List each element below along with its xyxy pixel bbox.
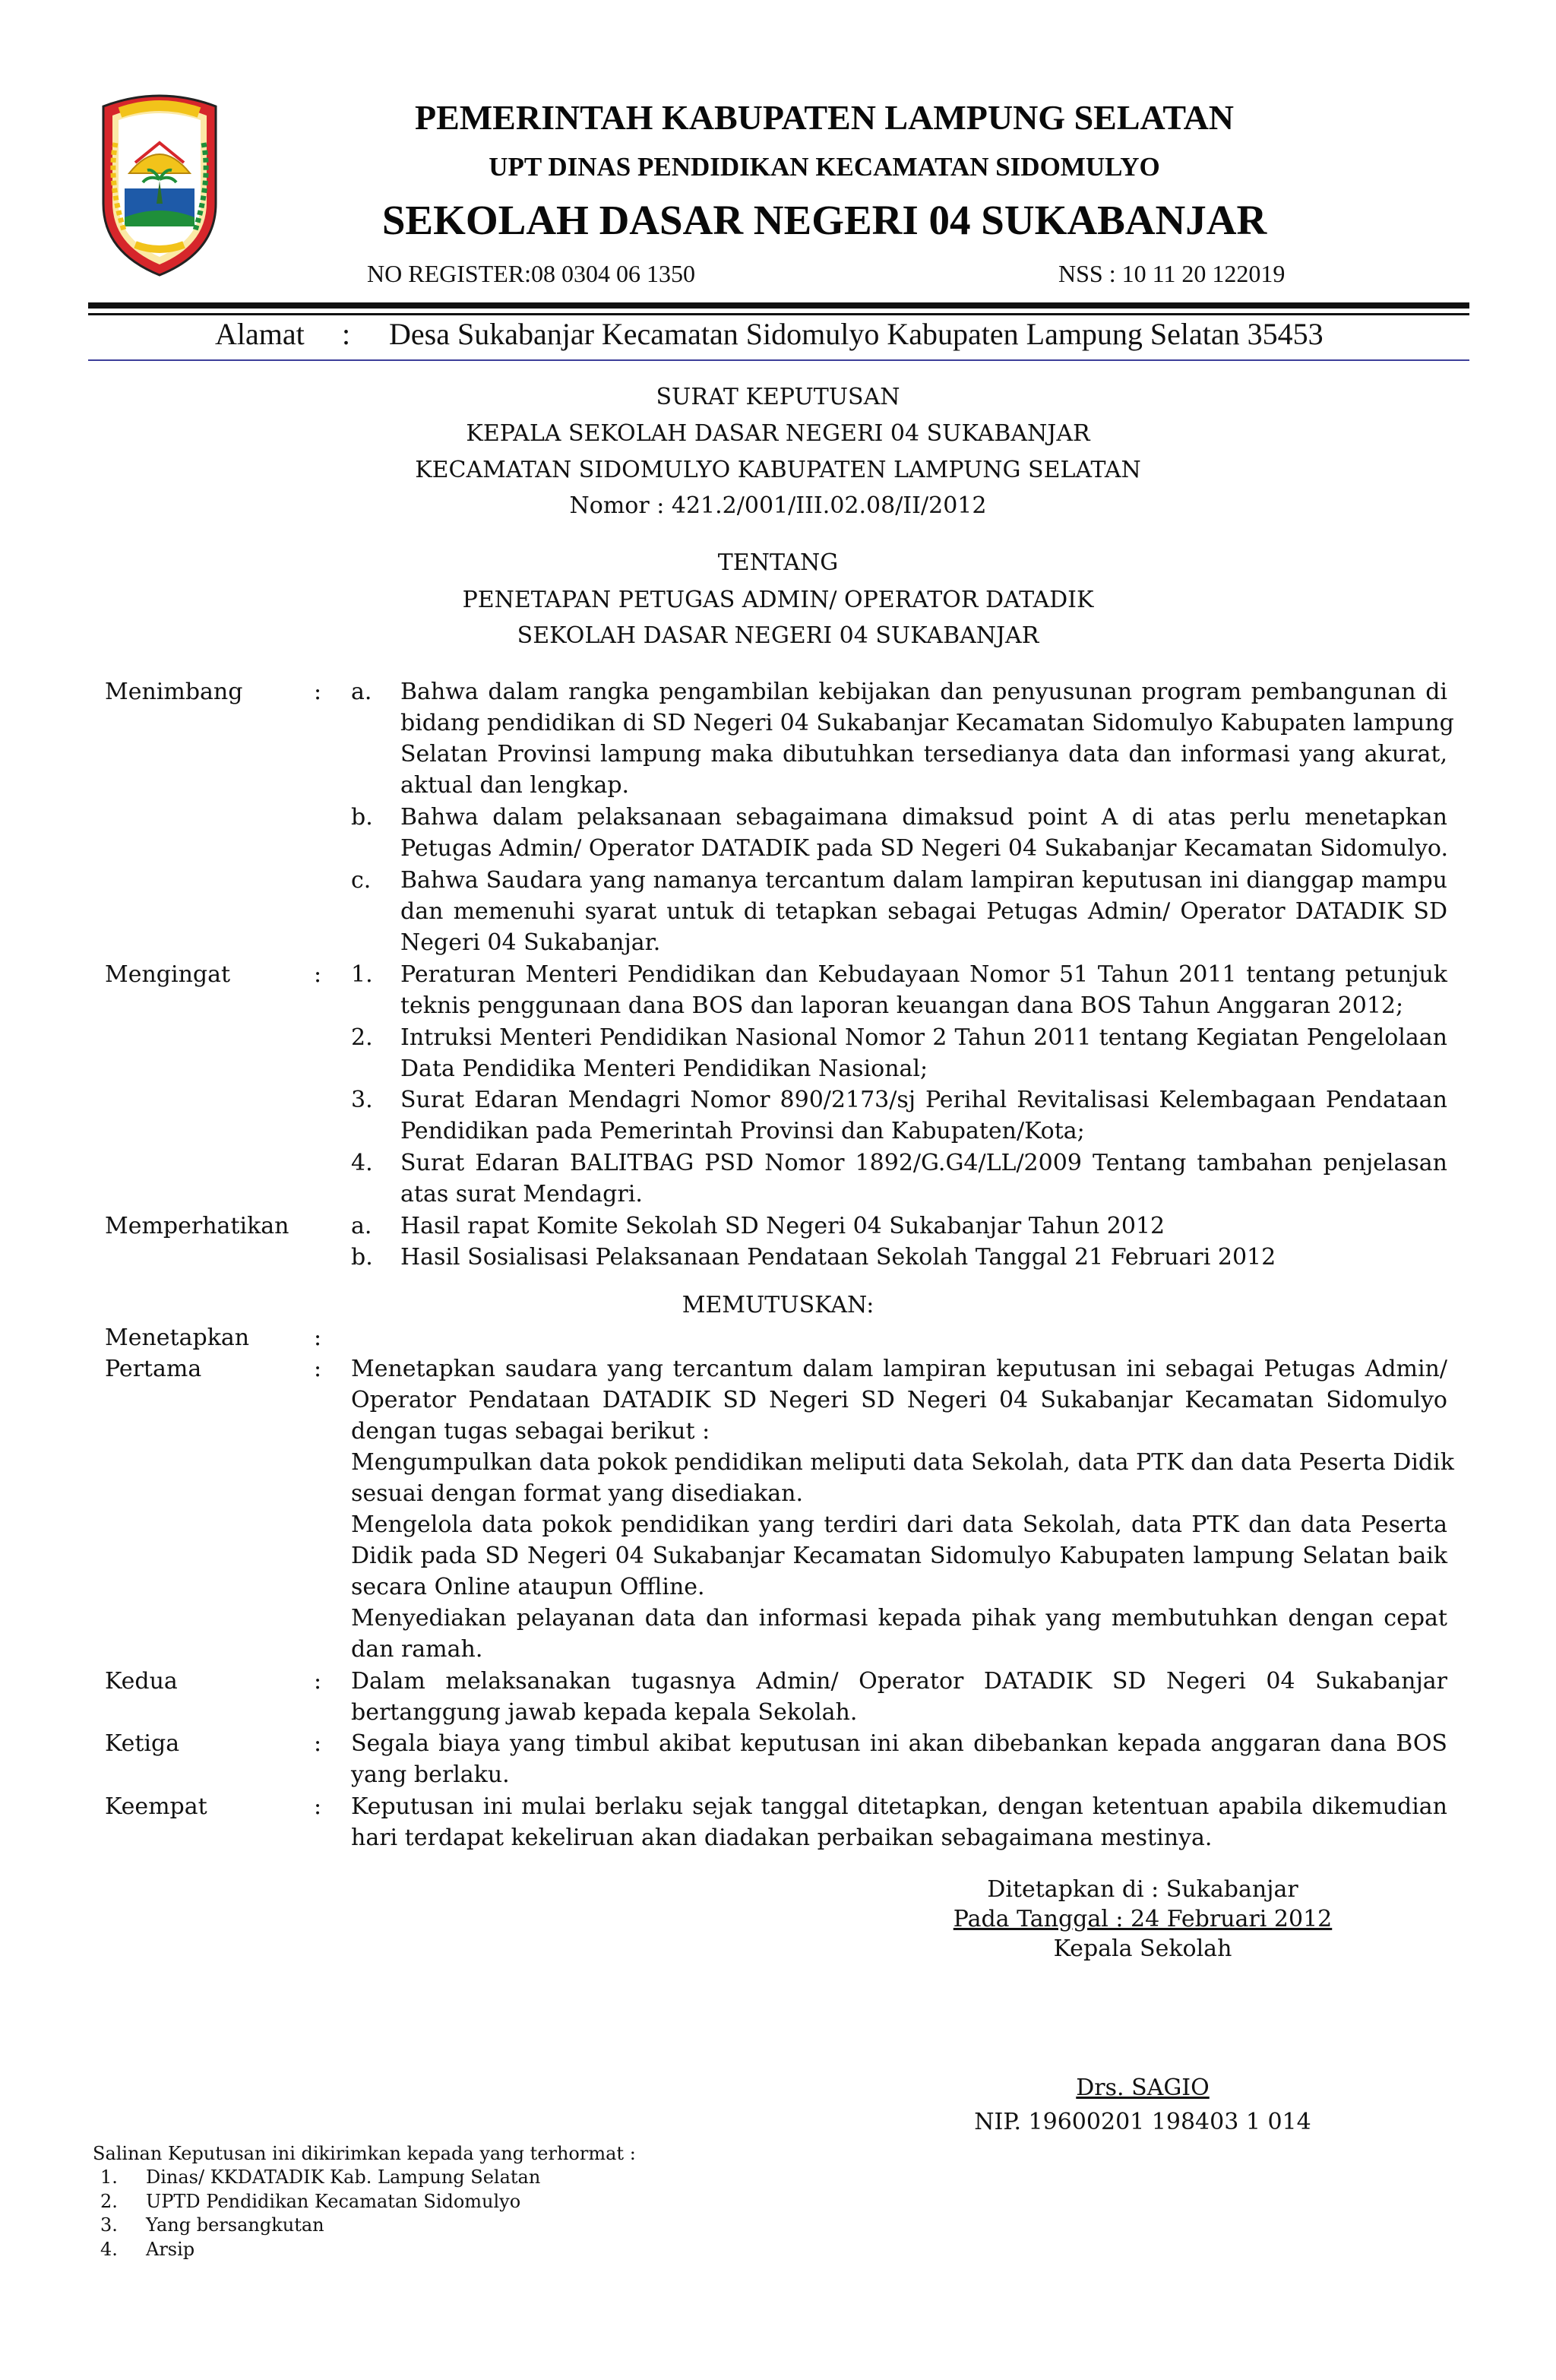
menimbang-item-c: Bahwa Saudara yang namanya tercantum dalam lampiran keputusan ini dianggap mampu dan memenuhi syarat untuk di tetapkan sebagai Petugas Admin/ Operator DATADIK SD Negeri 04 Sukabanjar.	[400, 867, 1447, 956]
letterhead-agency: UPT DINAS PENDIDIKAN KECAMATAN SIDOMULYO	[489, 152, 1160, 182]
section-label-keempat: Keempat	[105, 1793, 207, 1820]
section-label-memperhatikan: Memperhatikan	[105, 1213, 289, 1239]
section-colon: :	[314, 961, 322, 988]
copies-item-number: 3.	[100, 2214, 118, 2236]
section-colon: :	[314, 1356, 322, 1382]
memperhatikan-item-b: Hasil Sosialisasi Pelaksanaan Pendataan Sekolah Tanggal 21 Februari 2012	[400, 1244, 1276, 1271]
letterhead-rule-thin	[88, 313, 1469, 315]
copies-item-number: 4.	[100, 2239, 118, 2260]
section-colon: :	[314, 1668, 322, 1695]
copies-item: Arsip	[146, 2239, 195, 2260]
signature-date: Pada Tanggal : 24 Februari 2012	[953, 1906, 1333, 1932]
regency-crest-icon	[90, 90, 229, 278]
letterhead-government: PEMERINTAH KABUPATEN LAMPUNG SELATAN	[414, 98, 1235, 137]
nss-number: NSS : 10 11 20 122019	[1058, 260, 1286, 287]
ketiga-text: Segala biaya yang timbul akibat keputusan ini akan dibebankan kepada anggaran dana BOS yang berlaku.	[351, 1730, 1447, 1788]
menimbang-item-a: Bahwa dalam rangka pengambilan kebijakan dan penyusunan program pembangunan di bidang pendidikan di SD Negeri 04 Sukabanjar Kecamatan Sidomulyo Kabupaten lampung Selatan Provinsi lampung maka dibutuhkan tersedianya data dan informasi yang akurat, aktual dan lengkap.	[400, 679, 1454, 799]
section-colon: :	[314, 1325, 322, 1351]
keempat-text: Keputusan ini mulai berlaku sejak tanggal ditetapkan, dengan ketentuan apabila dikemudian hari terdapat kekeliruan akan diadakan perbaikan sebagaimana mestinya.	[351, 1793, 1447, 1851]
mengingat-item-2: Intruksi Menteri Pendidikan Nasional Nomor 2 Tahun 2011 tentang Kegiatan Pengelolaan Data Pendidika Menteri Pendidikan Nasional;	[400, 1024, 1447, 1082]
decree-issuer: KEPALA SEKOLAH DASAR NEGERI 04 SUKABANJAR	[466, 420, 1090, 447]
copies-item-number: 2.	[100, 2191, 118, 2212]
mengingat-item-3: Surat Edaran Mendagri Nomor 890/2173/sj Perihal Revitalisasi Kelembagaan Pendataan Pendidikan pada Pemerintah Provinsi dan Kabupaten/Kota;	[400, 1087, 1447, 1144]
section-colon: :	[314, 1793, 322, 1820]
memutuskan-heading: MEMUTUSKAN:	[682, 1292, 874, 1318]
copies-item: Dinas/ KKDATADIK Kab. Lampung Selatan	[146, 2166, 541, 2188]
item-marker: 3.	[351, 1087, 373, 1113]
letterhead-school: SEKOLAH DASAR NEGERI 04 SUKABANJAR	[381, 197, 1267, 243]
section-colon: :	[314, 679, 322, 705]
address-value: Desa Sukabanjar Kecamatan Sidomulyo Kabupaten Lampung Selatan 35453	[389, 317, 1324, 351]
signature-place: Ditetapkan di : Sukabanjar	[987, 1876, 1298, 1903]
item-marker: a.	[351, 1213, 372, 1239]
decree-issuer-region: KECAMATAN SIDOMULYO KABUPATEN LAMPUNG SELATAN	[415, 457, 1141, 483]
section-label-menimbang: Menimbang	[105, 679, 243, 705]
mengingat-item-1: Peraturan Menteri Pendidikan dan Kebudayaan Nomor 51 Tahun 2011 tentang petunjuk teknis penggunaan dana BOS dan laporan keuangan dana BOS Tahun Anggaran 2012;	[400, 961, 1447, 1019]
mengingat-item-4: Surat Edaran BALITBAG PSD Nomor 1892/G.G4/LL/2009 Tentang tambahan penjelasan atas surat Mendagri.	[400, 1150, 1447, 1207]
section-label-ketiga: Ketiga	[105, 1730, 180, 1757]
section-label-menetapkan: Menetapkan	[105, 1325, 250, 1351]
section-label-pertama: Pertama	[105, 1356, 202, 1382]
item-marker: 4.	[351, 1150, 373, 1176]
menimbang-item-b: Bahwa dalam pelaksanaan sebagaimana dimaksud point A di atas perlu menetapkan Petugas Admin/ Operator DATADIK pada SD Negeri 04 Sukabanjar Kecamatan Sidomulyo.	[400, 804, 1448, 862]
signatory-nip: NIP. 19600201 198403 1 014	[974, 2109, 1311, 2135]
decree-subject-school: SEKOLAH DASAR NEGERI 04 SUKABANJAR	[517, 622, 1039, 649]
decree-subject: PENETAPAN PETUGAS ADMIN/ OPERATOR DATADIK	[462, 587, 1094, 613]
address-label: Alamat	[215, 317, 305, 351]
kedua-text: Dalam melaksanakan tugasnya Admin/ Operator DATADIK SD Negeri 04 Sukabanjar bertanggung jawab kepada kepala Sekolah.	[351, 1668, 1447, 1726]
signature-position: Kepala Sekolah	[1053, 1935, 1232, 1962]
pertama-text: Menetapkan saudara yang tercantum dalam lampiran keputusan ini sebagai Petugas Admin/ Operator Pendataan DATADIK SD Negeri SD Negeri 04 Sukabanjar Kecamatan Sidomulyo dengan tugas sebagai berikut : Mengumpulkan data pokok pendidikan meliputi data Sekolah, data PTK dan data Peserta Didik sesuai dengan format yang disediakan. Mengelola data pokok pendidikan yang terdiri dari data Sekolah, data PTK dan data Peserta Didik pada SD Negeri 04 Sukabanjar Kecamatan Sidomulyo Kabupaten lampung Selatan baik secara Online ataupun Offline. Menyediakan pelayanan data dan informasi kepada pihak yang membutuhkan dengan cepat dan ramah.	[351, 1356, 1454, 1663]
signatory-name: Drs. SAGIO	[1076, 2075, 1210, 2101]
register-number: NO REGISTER:08 0304 06 1350	[367, 260, 695, 287]
letterhead-rule-thick	[88, 302, 1469, 309]
section-label-kedua: Kedua	[105, 1668, 178, 1695]
decree-number: Nomor : 421.2/001/III.02.08/II/2012	[569, 492, 987, 519]
copies-intro: Salinan Keputusan ini dikirimkan kepada yang terhormat :	[93, 2143, 636, 2164]
decree-about-heading: TENTANG	[717, 549, 839, 576]
item-marker: a.	[351, 679, 372, 705]
copies-item-number: 1.	[100, 2166, 118, 2188]
section-colon: :	[314, 1730, 322, 1757]
copies-item: Yang bersangkutan	[146, 2214, 324, 2236]
item-marker: 2.	[351, 1024, 373, 1051]
memperhatikan-item-a: Hasil rapat Komite Sekolah SD Negeri 04 Sukabanjar Tahun 2012	[400, 1213, 1165, 1239]
decree-title: SURAT KEPUTUSAN	[656, 384, 900, 410]
item-marker: b.	[351, 804, 373, 831]
address-colon: :	[342, 317, 351, 351]
item-marker: c.	[351, 867, 372, 894]
item-marker: b.	[351, 1244, 373, 1271]
item-marker: 1.	[351, 961, 373, 988]
section-label-mengingat: Mengingat	[105, 961, 231, 988]
copies-item: UPTD Pendidikan Kecamatan Sidomulyo	[146, 2191, 521, 2212]
address-rule	[88, 359, 1469, 361]
